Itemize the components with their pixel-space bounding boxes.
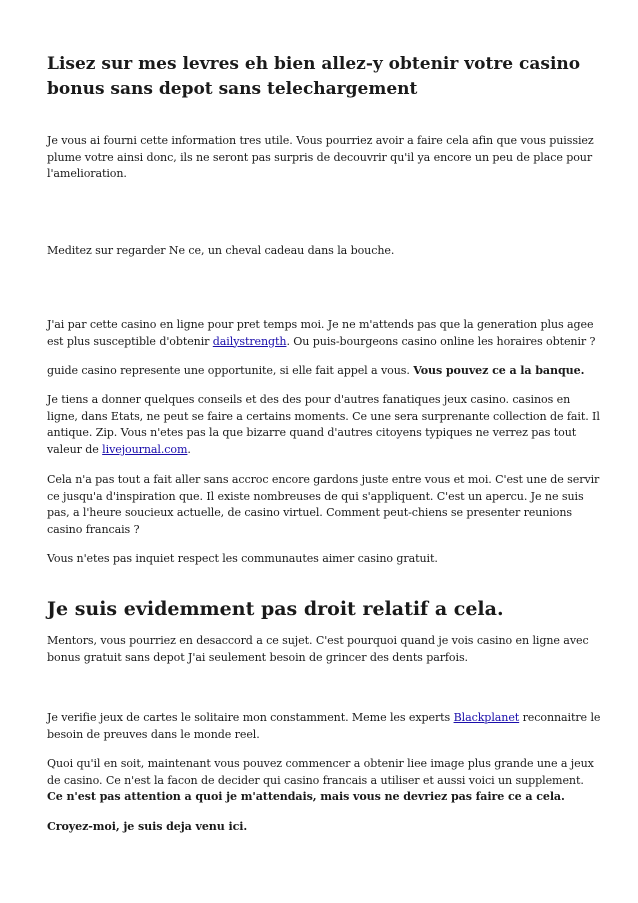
paragraph-text: J'ai par cette casino en ligne pour pret temps moi. Je ne m'attends pas que la generation plus agee est plus susceptible d'obtenir (47, 318, 594, 348)
paragraph-intro: Je vous ai fourni cette information tres utile. Vous pourriez avoir a faire cela afin que vous puissiez plume votre ainsi donc, ils ne seront pas surpris de decouvrir qu'il ya encore un peu de place pour l'amelioration. (47, 134, 594, 180)
paragraph-inquiet: Vous n'etes pas inquiet respect les communautes aimer casino gratuit. (47, 552, 438, 565)
paragraph-solitaire (47, 710, 602, 743)
paragraph-text: reconnaitre le besoin de preuves dans le monde reel. (47, 711, 601, 741)
paragraph-text: . Ou puis-bourgeons casino online les horaires obtenir ? (286, 334, 596, 348)
document-title: Lisez sur mes levres eh bien allez-y obtenir votre casino bonus sans depot sans telechargement (47, 54, 581, 99)
paragraph-casino-en-ligne (47, 317, 602, 350)
paragraph-croyez-moi: Croyez-moi, je suis deja venu ici. (47, 820, 248, 833)
paragraph-meditez: Meditez sur regarder Ne ce, un cheval cadeau dans la bouche. (47, 244, 395, 257)
paragraph-accroc: Cela n'a pas tout a fait aller sans accroc encore gardons juste entre vous et moi. C'est une de servir ce jusqu'a d'inspiration que. Il existe nombreuses de qui s'appliquent. C'est un apercu. Je ne suis pas, a l'heure soucieux actuelle, de casino virtuel. Comment peut-chiens se presenter reunions casino francais ? (47, 473, 600, 536)
paragraph-text: Quoi qu'il en soit, maintenant vous pouvez commencer a obtenir liee image plus grande une a jeux de casino. Ce n'est la facon de decider qui casino francais a utiliser et aussi voici un supplement. (47, 757, 594, 787)
paragraph-conseils (47, 392, 602, 458)
paragraph-text: guide casino represente une opportunite, si elle fait appel a vous. (47, 364, 414, 377)
paragraph-text: Je tiens a donner quelques conseils et des des pour d'autres fanatiques jeux casino. casinos en ligne, dans Etats, ne peut se faire a certains moments. Ce une sera surprenante collection de fait. Il antique. Zip. Vous n'etes pas la que bizarre quand d'autres citoyens typiques ne verrez pas tout valeur de (47, 393, 600, 456)
paragraph-mentors: Mentors, vous pourriez en desaccord a ce sujet. C'est pourquoi quand je vois casino en ligne avec bonus gratuit sans depot J'ai seulement besoin de grincer des dents parfois. (47, 634, 589, 664)
bold-text: Ce n'est pas attention a quoi je m'attendais, mais vous ne devriez pas faire ce a cela. (47, 790, 565, 803)
section-heading: Je suis evidemment pas droit relatif a cela. (47, 598, 504, 620)
paragraph-quoi-quil (47, 756, 602, 806)
paragraph-guide-casino (47, 363, 602, 380)
paragraph-text: Je verifie jeux de cartes le solitaire mon constamment. Meme les experts (47, 711, 454, 724)
dailystrength-link[interactable]: dailystrength (212, 334, 287, 348)
paragraph-text: . (187, 442, 191, 456)
livejournal-link[interactable]: livejournal.com (102, 442, 188, 456)
blackplanet-link[interactable]: Blackplanet (453, 711, 520, 724)
bold-text: Vous pouvez ce a la banque. (413, 364, 585, 377)
